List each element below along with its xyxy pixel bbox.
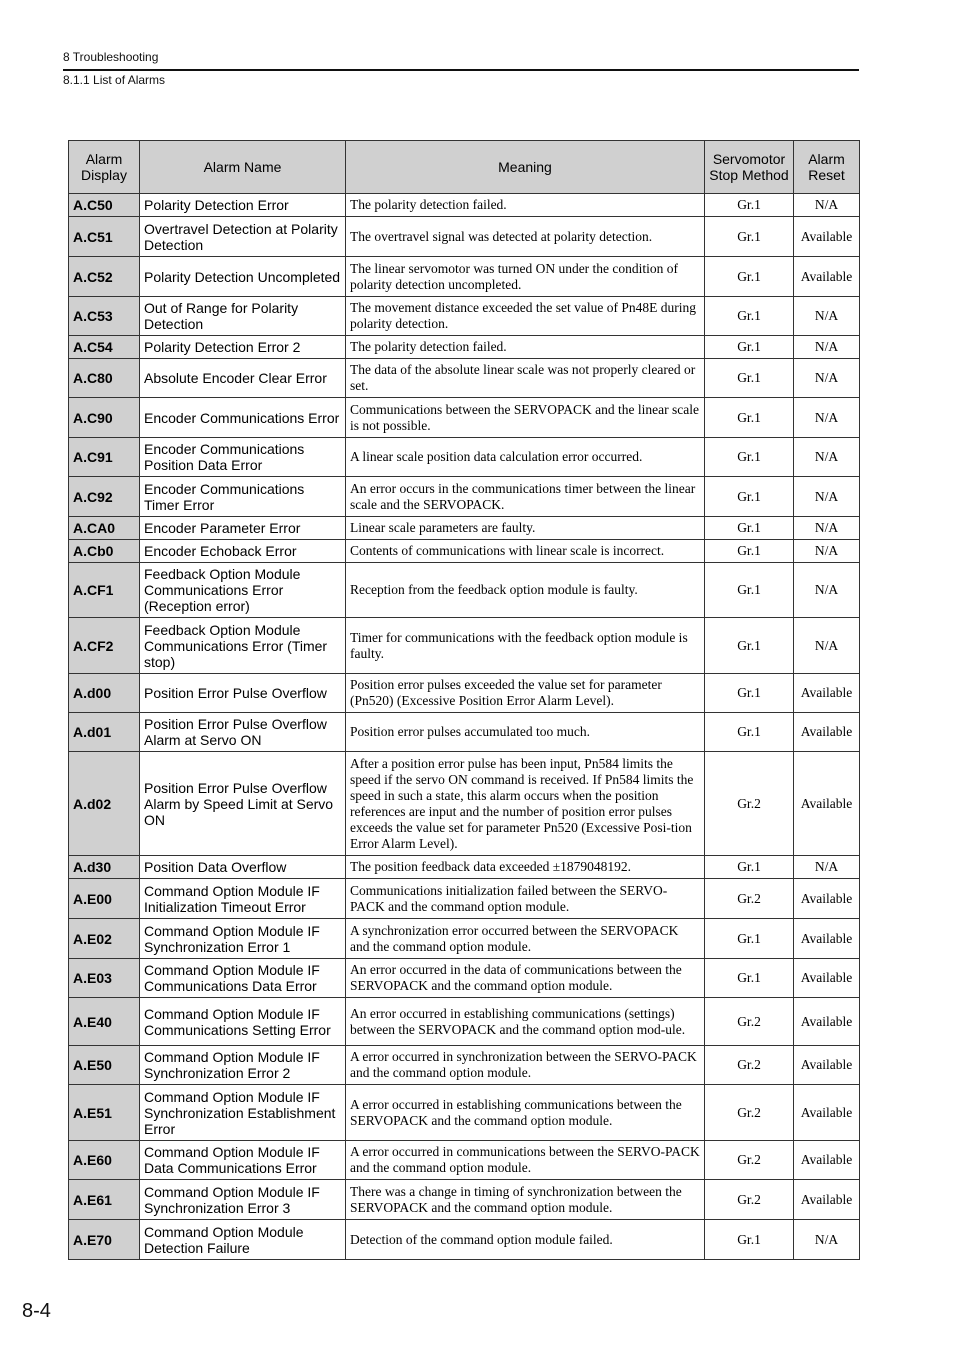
alarm-code: A.E02	[69, 919, 140, 959]
table-header-row	[69, 141, 860, 194]
alarm-name: Command Option Module IF Communications Data Error	[140, 959, 346, 998]
alarm-meaning: The movement distance exceeded the set value of Pn48E during polarity detection.	[346, 297, 705, 336]
alarm-meaning: The polarity detection failed.	[346, 336, 705, 359]
alarm-code: A.C52	[69, 257, 140, 297]
alarm-code: A.C80	[69, 359, 140, 398]
alarm-meaning: After a position error pulse has been input, Pn584 limits the speed if the servo ON command is received. If Pn584 limits the speed in such a state, this alarm occurs when the position references are input and the number of position error pulses exceeds the value set for parameter Pn520 (Excessive Posi-tion Error Alarm Level).	[346, 752, 705, 856]
alarm-code: A.d30	[69, 856, 140, 879]
table-row	[69, 359, 860, 398]
alarm-name: Encoder Parameter Error	[140, 517, 346, 540]
stop-method: Gr.2	[705, 1085, 794, 1141]
stop-method: Gr.1	[705, 217, 794, 257]
alarm-reset: N/A	[794, 563, 860, 618]
alarm-reset: N/A	[794, 194, 860, 217]
table-row	[69, 998, 860, 1046]
alarm-table-body	[69, 194, 860, 1260]
alarm-reset: Available	[794, 257, 860, 297]
table-row	[69, 1180, 860, 1220]
alarm-reset: Available	[794, 998, 860, 1046]
alarm-code: A.E51	[69, 1085, 140, 1141]
stop-method: Gr.1	[705, 297, 794, 336]
alarm-meaning: A error occurred in synchronization between the SERVO-PACK and the command option module.	[346, 1046, 705, 1085]
alarm-reset: N/A	[794, 540, 860, 563]
alarm-meaning: There was a change in timing of synchronization between the SERVOPACK and the command option module.	[346, 1180, 705, 1220]
alarm-meaning: Contents of communications with linear scale is incorrect.	[346, 540, 705, 563]
table-row	[69, 398, 860, 438]
alarm-code: A.d01	[69, 713, 140, 752]
alarm-reset: Available	[794, 1180, 860, 1220]
alarm-meaning: A error occurred in establishing communications between the SERVOPACK and the command option module.	[346, 1085, 705, 1141]
alarm-name: Command Option Module IF Synchronization Error 2	[140, 1046, 346, 1085]
stop-method: Gr.2	[705, 998, 794, 1046]
table-row	[69, 297, 860, 336]
alarm-reset: Available	[794, 1085, 860, 1141]
alarm-reset: Available	[794, 713, 860, 752]
alarm-code: A.d00	[69, 674, 140, 713]
alarm-reset: Available	[794, 674, 860, 713]
stop-method: Gr.1	[705, 674, 794, 713]
alarm-reset: Available	[794, 919, 860, 959]
table-row	[69, 1141, 860, 1180]
stop-method: Gr.1	[705, 257, 794, 297]
table-row	[69, 752, 860, 856]
stop-method: Gr.1	[705, 1220, 794, 1260]
table-row	[69, 217, 860, 257]
table-row	[69, 438, 860, 477]
alarm-name: Command Option Module IF Initialization Timeout Error	[140, 879, 346, 919]
alarm-name: Feedback Option Module Communications Error (Timer stop)	[140, 618, 346, 674]
table-row	[69, 257, 860, 297]
alarm-meaning: A error occurred in communications between the SERVO-PACK and the command option module.	[346, 1141, 705, 1180]
column-header-alarm-reset: Alarm Reset	[794, 141, 860, 194]
page-number: 8-4	[22, 1300, 51, 1322]
alarm-meaning: Linear scale parameters are faulty.	[346, 517, 705, 540]
stop-method: Gr.2	[705, 1141, 794, 1180]
alarm-code: A.d02	[69, 752, 140, 856]
alarm-table	[68, 140, 860, 1260]
alarm-code: A.E40	[69, 998, 140, 1046]
alarm-reset: N/A	[794, 1220, 860, 1260]
alarm-code: A.C91	[69, 438, 140, 477]
table-row	[69, 856, 860, 879]
alarm-reset: N/A	[794, 336, 860, 359]
alarm-code: A.C92	[69, 477, 140, 517]
stop-method: Gr.2	[705, 752, 794, 856]
alarm-reset: N/A	[794, 438, 860, 477]
alarm-code: A.E03	[69, 959, 140, 998]
stop-method: Gr.1	[705, 618, 794, 674]
alarm-reset: N/A	[794, 477, 860, 517]
alarm-name: Command Option Module IF Synchronization Error 3	[140, 1180, 346, 1220]
alarm-name: Position Error Pulse Overflow Alarm at Servo ON	[140, 713, 346, 752]
alarm-meaning: A linear scale position data calculation error occurred.	[346, 438, 705, 477]
alarm-code: A.CF1	[69, 563, 140, 618]
alarm-name: Command Option Module IF Synchronization Establishment Error	[140, 1085, 346, 1141]
stop-method: Gr.2	[705, 879, 794, 919]
alarm-name: Feedback Option Module Communications Error (Reception error)	[140, 563, 346, 618]
stop-method: Gr.2	[705, 1180, 794, 1220]
alarm-name: Command Option Module IF Communications Setting Error	[140, 998, 346, 1046]
table-row	[69, 563, 860, 618]
table-row	[69, 336, 860, 359]
alarm-code: A.C90	[69, 398, 140, 438]
column-header-meaning: Meaning	[346, 141, 705, 194]
alarm-reset: N/A	[794, 297, 860, 336]
stop-method: Gr.1	[705, 398, 794, 438]
stop-method: Gr.1	[705, 713, 794, 752]
alarm-meaning: The position feedback data exceeded ±1879048192.	[346, 856, 705, 879]
stop-method: Gr.1	[705, 336, 794, 359]
alarm-meaning: The linear servomotor was turned ON under the condition of polarity detection uncompleted.	[346, 257, 705, 297]
alarm-code: A.C54	[69, 336, 140, 359]
alarm-name: Out of Range for Polarity Detection	[140, 297, 346, 336]
alarm-name: Position Error Pulse Overflow	[140, 674, 346, 713]
column-header-alarm-name: Alarm Name	[140, 141, 346, 194]
alarm-meaning: An error occurs in the communications timer between the linear scale and the SERVOPACK.	[346, 477, 705, 517]
alarm-code: A.E70	[69, 1220, 140, 1260]
stop-method: Gr.1	[705, 919, 794, 959]
alarm-name: Encoder Communications Position Data Error	[140, 438, 346, 477]
alarm-code: A.E00	[69, 879, 140, 919]
alarm-reset: Available	[794, 752, 860, 856]
alarm-code: A.C50	[69, 194, 140, 217]
alarm-meaning: Reception from the feedback option module is faulty.	[346, 563, 705, 618]
alarm-reset: Available	[794, 879, 860, 919]
column-header-stop-method: Servomotor Stop Method	[705, 141, 794, 194]
table-row	[69, 713, 860, 752]
table-row	[69, 618, 860, 674]
stop-method: Gr.1	[705, 959, 794, 998]
table-row	[69, 540, 860, 563]
section-header: 8.1.1 List of Alarms	[63, 73, 166, 87]
alarm-name: Command Option Module IF Synchronization Error 1	[140, 919, 346, 959]
stop-method: Gr.1	[705, 856, 794, 879]
alarm-reset: Available	[794, 1141, 860, 1180]
alarm-name: Position Data Overflow	[140, 856, 346, 879]
alarm-code: A.CA0	[69, 517, 140, 540]
alarm-name: Command Option Module Detection Failure	[140, 1220, 346, 1260]
table-row	[69, 1220, 860, 1260]
alarm-name: Absolute Encoder Clear Error	[140, 359, 346, 398]
table-row	[69, 517, 860, 540]
stop-method: Gr.2	[705, 1046, 794, 1085]
table-row	[69, 1085, 860, 1141]
stop-method: Gr.1	[705, 540, 794, 563]
table-row	[69, 879, 860, 919]
alarm-name: Encoder Echoback Error	[140, 540, 346, 563]
alarm-name: Position Error Pulse Overflow Alarm by Speed Limit at Servo ON	[140, 752, 346, 856]
alarm-meaning: The data of the absolute linear scale was not properly cleared or set.	[346, 359, 705, 398]
alarm-name: Polarity Detection Error 2	[140, 336, 346, 359]
alarm-reset: N/A	[794, 517, 860, 540]
alarm-reset: N/A	[794, 856, 860, 879]
stop-method: Gr.1	[705, 517, 794, 540]
alarm-code: A.CF2	[69, 618, 140, 674]
chapter-header: 8 Troubleshooting	[63, 50, 159, 64]
alarm-meaning: An error occurred in establishing communications (settings) between the SERVOPACK and the command option mod-ule.	[346, 998, 705, 1046]
alarm-reset: N/A	[794, 618, 860, 674]
table-row	[69, 1046, 860, 1085]
alarm-name: Command Option Module IF Data Communications Error	[140, 1141, 346, 1180]
alarm-name: Encoder Communications Timer Error	[140, 477, 346, 517]
stop-method: Gr.1	[705, 438, 794, 477]
column-header-alarm-display: Alarm Display	[69, 141, 140, 194]
alarm-reset: Available	[794, 959, 860, 998]
alarm-meaning: The polarity detection failed.	[346, 194, 705, 217]
stop-method: Gr.1	[705, 563, 794, 618]
alarm-code: A.C53	[69, 297, 140, 336]
header-rule	[63, 69, 859, 71]
alarm-reset: Available	[794, 217, 860, 257]
alarm-meaning: The overtravel signal was detected at polarity detection.	[346, 217, 705, 257]
stop-method: Gr.1	[705, 477, 794, 517]
stop-method: Gr.1	[705, 359, 794, 398]
alarm-code: A.E61	[69, 1180, 140, 1220]
table-row	[69, 919, 860, 959]
alarm-meaning: Position error pulses exceeded the value set for parameter (Pn520) (Excessive Position Error Alarm Level).	[346, 674, 705, 713]
alarm-meaning: Communications initialization failed between the SERVO-PACK and the command option module.	[346, 879, 705, 919]
table-row	[69, 674, 860, 713]
alarm-reset: Available	[794, 1046, 860, 1085]
alarm-code: A.E50	[69, 1046, 140, 1085]
alarm-name: Encoder Communications Error	[140, 398, 346, 438]
alarm-reset: N/A	[794, 359, 860, 398]
alarm-reset: N/A	[794, 398, 860, 438]
stop-method: Gr.1	[705, 194, 794, 217]
alarm-code: A.E60	[69, 1141, 140, 1180]
alarm-meaning: Detection of the command option module failed.	[346, 1220, 705, 1260]
alarm-meaning: A synchronization error occurred between the SERVOPACK and the command option module.	[346, 919, 705, 959]
table-row	[69, 477, 860, 517]
alarm-name: Overtravel Detection at Polarity Detection	[140, 217, 346, 257]
table-row	[69, 959, 860, 998]
alarm-name: Polarity Detection Uncompleted	[140, 257, 346, 297]
alarm-name: Polarity Detection Error	[140, 194, 346, 217]
alarm-meaning: Position error pulses accumulated too much.	[346, 713, 705, 752]
alarm-code: A.Cb0	[69, 540, 140, 563]
table-row	[69, 194, 860, 217]
alarm-meaning: An error occurred in the data of communications between the SERVOPACK and the command option module.	[346, 959, 705, 998]
alarm-meaning: Communications between the SERVOPACK and the linear scale is not possible.	[346, 398, 705, 438]
alarm-code: A.C51	[69, 217, 140, 257]
alarm-meaning: Timer for communications with the feedback option module is faulty.	[346, 618, 705, 674]
